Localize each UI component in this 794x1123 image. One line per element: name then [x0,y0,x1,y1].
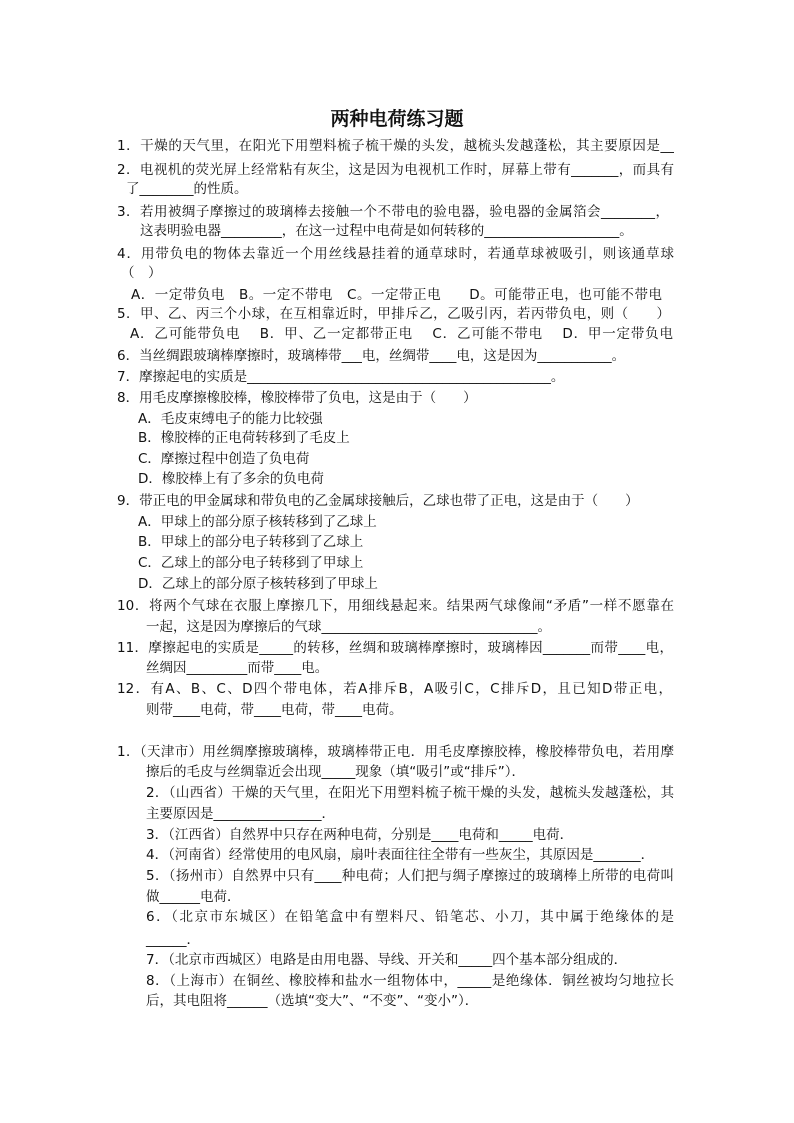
question-line: 后，其电阻将______（选填“变大”、“不变”、“变小”）． [146,993,479,1009]
choice-line: A．乙可能带负电 B．甲、乙一定都带正电 C．乙可能不带电 D．甲一定带负电 [130,326,673,342]
choice-line: C．乙球上的部分电子转移到了甲球上 [138,555,364,571]
question-line: 12．有A、B、C、D四个带电体，若A排斥B，A吸引C，C排斥D，且已知D带正电， [117,681,672,697]
question-line: 6．（北京市东城区）在铅笔盒中有塑料尺、铅笔芯、小刀，其中属于绝缘体的是 [146,909,674,925]
question-line: 5．（扬州市）自然界中只有____种电荷；人们把与绸子摩擦过的玻璃棒上所带的电荷叫 [146,868,674,884]
question-line: 11．摩擦起电的实质是_____的转移，丝绸和玻璃棒摩擦时，玻璃棒因_______而带____电， [117,640,673,656]
question-line: 主要原因是________________． [146,806,335,822]
question-line: 一起，这是因为摩擦后的气球________________________________。 [146,619,551,635]
question-line: 9．带正电的甲金属球和带负电的乙金属球接触后，乙球也带了正电，这是由于（ ） [117,493,639,509]
choice-line: C．摩擦过程中创造了负电荷 [138,451,310,467]
question-line: 2．（山西省）干燥的天气里，在阳光下用塑料梳子梳干燥的头发，越梳头发越蓬松，其 [146,785,674,801]
question-line: 10．将两个气球在衣服上摩擦几下，用细线悬起来。结果两气球像闹“矛盾”一样不愿靠在 [117,598,674,614]
choice-line: D．乙球上的部分原子核转移到了甲球上 [138,576,378,592]
question-line: 7．摩擦起电的实质是_____________________________________________。 [117,369,565,385]
question-line: 做______电荷． [146,889,241,905]
question-line: 擦后的毛皮与丝绸靠近会出现_____现象（填“吸引”或“排斥”）． [146,764,525,780]
question-line: 3．（江西省）自然界中只存在两种电荷，分别是____电荷和_____电荷． [146,827,574,843]
question-line: 6．当丝绸跟玻璃棒摩擦时，玻璃棒带___电，丝绸带____电，这是因为___________。 [117,348,626,364]
question-line: 1．干燥的天气里，在阳光下用塑料梳子梳干燥的头发，越梳头发越蓬松，其主要原因是__ [117,138,674,154]
choice-line: B．橡胶棒的正电荷转移到了毛皮上 [138,430,350,446]
choice-line: A．甲球上的部分原子核转移到了乙球上 [138,514,377,530]
choice-line: B．甲球上的部分电子转移到了乙球上 [138,534,364,550]
question-line: 丝绸因_________而带____电。 [146,660,329,676]
question-line: 4．（河南省）经常使用的电风扇，扇叶表面往往全带有一些灰尘，其原因是_______． [146,847,655,863]
question-line: 7．（北京市西城区）电路是由用电器、导线、开关和_____四个基本部分组成的． [146,952,628,968]
question-line: （ ） [121,265,162,281]
question-line: 则带____电荷，带____电荷，带____电荷。 [146,702,403,718]
question-line: 1．（天津市）用丝绸摩擦玻璃棒，玻璃棒带正电．用毛皮摩擦胶棒，橡胶棒带负电，若用摩 [117,744,674,760]
choice-line: D．橡胶棒上有了多余的负电荷 [138,471,324,487]
question-line: 3．若用被绸子摩擦过的玻璃棒去接触一个不带电的验电器，验电器的金属箔会________， [117,204,669,220]
question-line: 8．（上海市）在铜丝、橡胶棒和盐水一组物体中，_____是绝缘体．铜丝被均匀地拉长 [146,973,674,989]
question-line: 了________的性质。 [126,181,248,197]
question-line: 4．用带负电的物体去靠近一个用丝线悬挂着的通草球时，若通草球被吸引，则该通草球 [117,246,674,262]
choice-line: A．一定带负电 B。一定不带电 C。一定带正电 D。可能带正电，也可能不带电 [131,287,662,303]
choice-line: A．毛皮束缚电子的能力比较强 [138,411,323,427]
question-line: 5．甲、乙、丙三个小球，在互相靠近时，甲排斥乙，乙吸引丙，若丙带负电，则（ ） [117,306,670,322]
question-line: 这表明验电器_________，在这一过程中电荷是如何转移的____________________。 [140,223,633,239]
question-line: 8．用毛皮摩擦橡胶棒，橡胶棒带了负电，这是由于（ ） [117,390,477,406]
question-line: 2．电视机的荧光屏上经常粘有灰尘，这是因为电视机工作时，屏幕上带有_______，而具有 [117,162,674,178]
question-line: ______． [146,932,200,948]
page-title: 两种电荷练习题 [330,108,464,130]
